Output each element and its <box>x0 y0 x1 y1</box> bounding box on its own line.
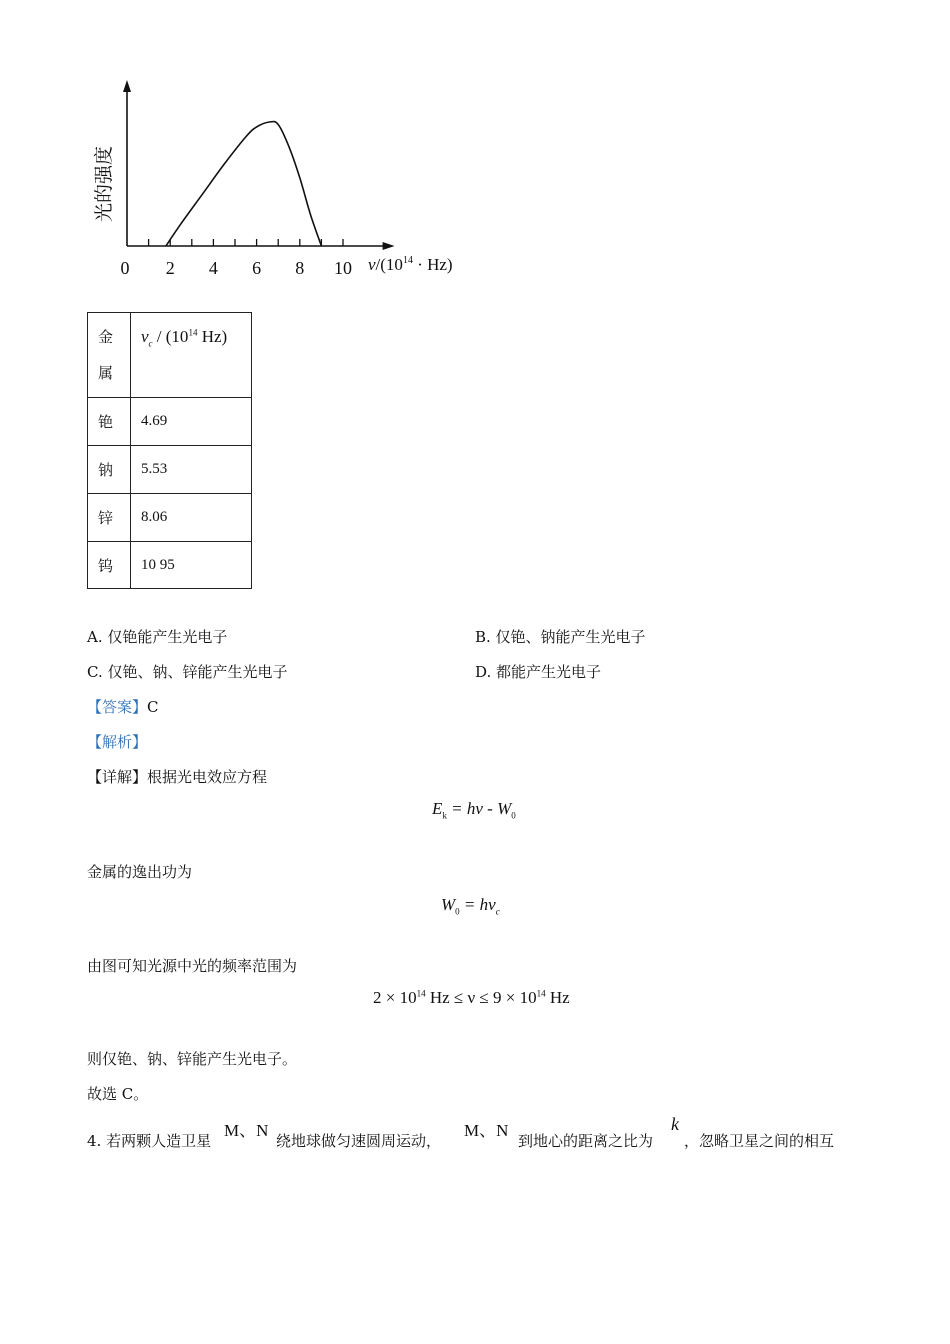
equation-photoelectric: $E_k = h\nu - W_0$ <box>432 799 516 821</box>
conclusion-text: 则仅铯、钠、锌能产生光电子。 <box>87 1050 298 1068</box>
option-a: A. 仅铯能产生光电子 <box>87 628 228 646</box>
x-tick-label: 0 <box>120 258 130 278</box>
answer-line: 【答案】C <box>87 698 159 716</box>
x-axis-arrow <box>383 242 395 250</box>
q4-tail-text: ，忽略卫星之间的相互 <box>684 1132 835 1150</box>
light-intensity-chart <box>85 72 485 287</box>
table-row: 铯 4.69 <box>88 398 252 446</box>
table-row: 锌 8.06 <box>88 494 252 542</box>
equation-work-function: $W_0 = h\nu_c$ <box>441 895 500 917</box>
chart-x-ticks <box>121 239 353 278</box>
x-tick-label: 2 <box>165 258 175 278</box>
metal-threshold-table <box>87 312 252 589</box>
q4-mn-2: M、N <box>464 1121 509 1140</box>
x-axis-label: $\nu/(10^{14} \cdot Hz)$ <box>368 255 453 274</box>
table-row: 钨 10 95 <box>88 542 252 589</box>
table-header-metal: 金 属 <box>88 313 131 398</box>
option-c: C. 仅铯、钠、锌能产生光电子 <box>87 663 288 681</box>
intensity-curve <box>166 122 322 246</box>
work-function-text: 金属的逸出功为 <box>87 863 193 881</box>
table-row: 钠 5.53 <box>88 446 252 494</box>
x-tick-label: 8 <box>295 258 305 278</box>
option-b: B. 仅铯、钠能产生光电子 <box>475 628 646 646</box>
chart-axes <box>123 80 395 250</box>
x-tick-label: 10 <box>334 258 352 278</box>
question-4-number: 4. 若两颗人造卫星 <box>87 1132 212 1150</box>
x-tick-label: 4 <box>208 258 218 278</box>
detail-line: 【详解】根据光电效应方程 <box>87 768 268 786</box>
range-text: 由图可知光源中光的频率范围为 <box>87 957 298 975</box>
q4-mid2-text: 到地心的距离之比为 <box>518 1132 654 1150</box>
analysis-label: 【解析】 <box>87 733 148 751</box>
q4-k: k <box>671 1114 679 1134</box>
option-d: D. 都能产生光电子 <box>475 663 602 681</box>
y-axis-arrow <box>123 80 131 92</box>
x-tick-label: 6 <box>252 258 262 278</box>
equation-frequency-range: $2 \times 10^{14}$ $Hz \le \nu \le 9 \times 10^{14}$ Hz <box>373 988 570 1007</box>
y-axis-label: 光的强度 <box>94 145 115 223</box>
choice-text: 故选 C。 <box>87 1085 149 1103</box>
q4-mn-1: M、N <box>224 1121 269 1140</box>
q4-mid-text: 绕地球做匀速圆周运动， <box>276 1132 442 1150</box>
table-header-frequency: $\nu_c / (10^{14}$ Hz) <box>131 313 252 398</box>
